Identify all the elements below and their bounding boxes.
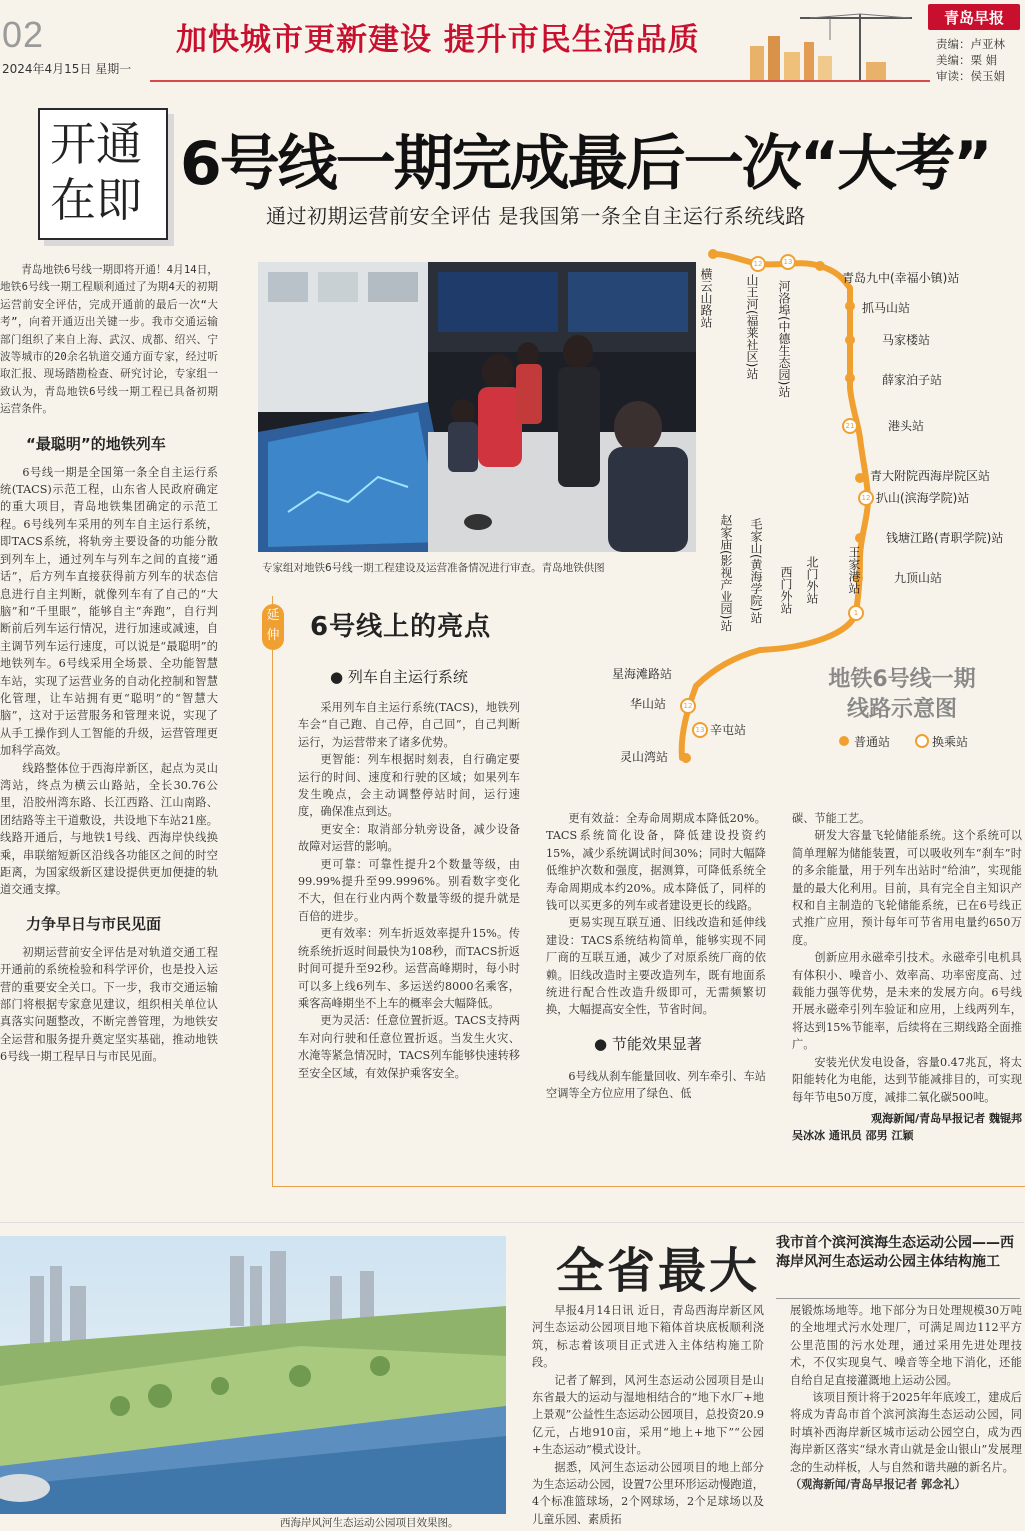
article-body [298,699,520,1082]
bottom-column-2 [790,1302,1022,1493]
body-paragraph: 研发大容量飞轮储能系统。这个系统可以简单理解为储能装置，可以吸收列车“刹车”时的多余能量，用于列车出站时“给油”，实现能量的最大化利用。目前，具有完全自主知识产权和自主制造的飞轮储能系统，已在6号线正式推广应用，预计每年可节省用电量约650万度。 [792,829,1022,947]
body-paragraph: 据悉，风河生态运动公园项目的地上部分为生态运动公园，设置7公里环形运动慢跑道，4个标准篮球场，2个网球场，2个足球场以及儿童乐园、素质拓 [532,1460,764,1526]
map-title: 地铁6号线一期 [828,667,976,692]
legend-transfer-station: 换乘站 [932,735,969,749]
editor-credits [936,36,1005,84]
station-label: 钱塘江路(青职学院)站 [886,531,1004,545]
line-badge: 1 [853,609,859,617]
kicker-line: 在即 [50,173,142,227]
legend-normal-station: 普通站 [854,735,891,749]
bullet-icon: ● [330,668,344,686]
extension-tag: 延伸 [262,604,284,650]
body-paragraph: 碳、节能工艺。 [792,812,871,825]
body-paragraph: 更易实现互联互通、旧线改造和延伸线建设：TACS系统结构简单，能够实现不同厂商的互联互通，减少了对原系统厂商的依赖。旧线改造时主要改造列车，既有地面系统进行配合性改造升级即可，无需频繁切换，大幅提高安全性，节省时间。 [546,916,766,1017]
body-paragraph: 更有效益：全寿命周期成本降低20%。TACS系统简化设备，降低建设投资约15%，减少系统调试时间30%；同时大幅降低维护次数和强度，据测算，可降低系统全寿命周期成本约20%。成本降低了，同样的钱可以买更多的列车或者建设更长的线路。 [546,812,766,913]
line-badge: 12 [753,260,763,268]
line-badge: 21 [845,422,855,430]
article-body [546,1068,766,1103]
masthead-rule [150,80,930,82]
line-badge: 13 [783,258,793,266]
article-body [546,810,766,1019]
body-paragraph: 更智能：列车根据时刻表，自行确定要运行的时间、速度和行驶的区域；如果列车发生晚点，会主动调整停站时间，运行速度，确保准点到达。 [298,753,520,819]
body-paragraph: 记者了解到，风河生态运动公园项目是山东省最大的运动与湿地相结合的“地下水厂+地上景观”公益性生态运动公园项目，总投资20.9亿元，占地910亩，采用“地上+地下”“公园+生态运动”模式设计。 [532,1373,765,1457]
byline-line: 观海新闻/青岛早报记者 魏锟邦 [871,1111,1022,1125]
left-column [0,262,218,1066]
subheading-energy [594,1033,766,1054]
body-paragraph: 更为灵活：任意位置折返。TACS支持两车对向行驶和任意位置折返。当发生火灾、水淹等紧急情况时，TACS列车能够快速转移至安全区域，有效保护乘客安全。 [298,1014,520,1080]
station-label: 华山站 [630,697,667,711]
article-body [790,1302,1022,1493]
page-number: 02 [2,14,45,55]
station-label: 九顶山站 [894,571,943,585]
highlights-column-1 [298,666,520,1082]
section-heading-meet-citizens: 力争早日与市民见面 [26,914,162,933]
image-caption: 西海岸风河生态运动公园项目效果图。 [280,1517,459,1529]
issue-date: 2024年4月15日 星期一 [2,62,132,76]
station-label: 港头站 [888,419,925,433]
crane-illustration [740,6,920,82]
station-label-vertical: 王家港站 [847,546,861,594]
body-paragraph: 早报4月14日讯 近日，青岛西海岸新区风河生态运动公园项目地下箱体首块底板顺利浇筑，标志着该项目正式进入主体结构施工阶段。 [532,1304,764,1370]
lead-text: 青岛地铁6号线一期即将开通！4月14日，地铁6号线一期工程顺利通过了为期4天的初期运营前安全评估，完成开通前的最后一次“大考”，向着开通迈出关键一步。我市交通运输部门组织了来自上海、武汉、成都、绍兴、宁波等城市的20余名轨道交通方面专家，经过听取汇报、现场踏勘检查、研究讨论，专家组一致认为，青岛地铁6号线一期工程已具备初期运营条件。 [0,264,218,416]
station-label: 马家楼站 [882,333,931,347]
kicker-line: 开通 [50,117,142,171]
editor-line: 审读：侯玉娟 [936,69,1005,83]
bottom-column-1 [532,1302,764,1528]
station-label-vertical: 北门外站 [805,556,819,604]
station-label-vertical: 毛家山(黄海学院)站 [749,518,763,624]
article-body [0,944,218,1066]
highlights-column-3 [792,810,1022,1144]
map-title: 线路示意图 [846,697,958,722]
body-paragraph: 初期运营前安全评估是对轨道交通工程开通前的系统检验和科学评价，也是投入运营的重要安全关口。下一步，我市交通运输部门将根据专家意见建议，组织相关单位认真落实问题整改，不断完善管理，为地铁安全运营和服务提升奠定坚实基础，推动地铁6号线一期工程早日与市民见面。 [0,945,218,1064]
station-label-vertical: 横云山路站 [699,268,713,328]
body-paragraph: 安装光伏发电设备，容量0.47兆瓦，将太阳能转化为电能，达到节能减排目的，可实现每年节电50万度，减排二氧化碳500吨。 [792,1055,1022,1104]
byline: （观海新闻/青岛早报记者 郭念礼） [790,1478,966,1492]
body-paragraph: 更有效率：列车折返效率提升15%。传统系统折返时间最快为108秒，而TACS折返时间可提升至92秒。运营高峰期时，每小时可以多上线6列车、多运送约8000名乘客，乘客高峰期坐不上车的概率会大幅降低。 [298,927,520,1010]
editor-line: 责编：卢亚林 [936,37,1005,51]
station-label-vertical: 河洛埠(中德生态园)站 [777,280,791,398]
control-room-photo [258,262,696,552]
section-divider [0,1222,1024,1223]
newspaper-logo: 青岛早报 [928,4,1020,30]
article-body [532,1302,764,1528]
station-label: 薛家泊子站 [882,373,943,387]
line-badge: 12 [861,494,871,502]
station-label: 青大附院西海岸院区站 [870,469,991,483]
station-label: 青岛九中(幸福小镇)站 [842,271,960,285]
station-label: 抓马山站 [862,301,911,315]
body-paragraph: 该项目预计将于2025年年底竣工，建成后将成为青岛市首个滨河滨海生态运动公园，同时填补西海岸新区城市运动公园空白，成为西海岸新区落实“绿水青山就是金山银山”发展理念的生动样板，人与自然和谐共融的新名片。 [790,1391,1022,1474]
body-paragraph: 采用列车自主运行系统(TACS)，地铁列车会“自己跑、自己停，自己回”，自己判断运行，为运营带来了诸多优势。 [298,701,520,749]
bullet-icon: ● [594,1034,608,1053]
highlights-column-2 [546,810,766,1103]
body-paragraph: 线路整体位于西海岸新区，起点为灵山湾站，终点为横云山路站，全长30.76公里，沿胶州湾东路、长江西路、江山南路、团结路等主干道敷设，共设地下车站21座。线路开通后，与地铁1号线、西海岸快线换乘，串联缩短新区沿线各功能区之间的时空距离，为国家级新区建设提供更加便捷的轨道交通支撑。 [0,761,218,897]
article-body [792,810,1022,1106]
station-label-vertical: 赵家庙(影视产业园)站 [719,514,733,632]
section-banner: 加快城市更新建设 提升市民生活品质 [176,22,700,58]
park-rendering-image [0,1236,506,1514]
station-label: 灵山湾站 [620,750,669,764]
main-headline: 6号线一期完成最后一次“大考” [180,129,991,199]
editor-line: 美编：栗 娟 [936,53,998,67]
subheadline-rule [776,1298,1020,1299]
section-heading-smart-train: “最聪明”的地铁列车 [26,434,166,453]
photo-caption: 专家组对地铁6号线一期工程建设及运营准备情况进行审查。青岛地铁供图 [262,562,605,574]
body-paragraph: 更安全：取消部分轨旁设备，减少设备故障对运营的影响。 [298,822,520,854]
station-label: 星海滩路站 [612,667,673,681]
station-label-vertical: 山王河(福莱社区)站 [745,274,759,380]
line-badge: 12 [683,702,693,710]
highlights-title: 6号线上的亮点 [310,612,492,642]
story-subheadline: 我市首个滨河滨海生态运动公园——西海岸风河生态运动公园主体结构施工 [776,1235,1014,1270]
byline-line: 吴冰冰 通讯员 邵男 江颖 [792,1128,914,1142]
story-headline: 全省最大 [556,1243,761,1299]
body-paragraph: 6号线一期是全国第一条全自主运行系统(TACS)示范工程，山东省人民政府确定的重大项目，青岛地铁集团确定的示范工程。6号线列车采用的列车自主运行系统，即TACS系统，将轨旁主要设备的功能分散到列车上，通过列车与列车之间的直接“通话”，后方列车直接获得前方列车的状态信息进行自主判断，就像列车有了自己的“大脑”和“千里眼”，能够自主“奔跑”，自行判断前后列车运行情况，进行加速或减速，自主调节列车运行速度，可以说是“最聪明”的地铁列车。6号线采用全场景、全功能智慧车站，实现了运营业务的自动化控制和智慧化管理，让车站拥有更“聪明”的“智慧大脑”，这对于运营服务和管理来说，实现了从手工操作到人工智能的升级，运营管理更加科学高效。 [0,465,218,758]
station-label-vertical: 西门外站 [779,566,793,614]
body-paragraph: 6号线从刹车能量回收、列车牵引、车站空调等全方位应用了绿色、低 [546,1069,766,1101]
station-label: 辛屯站 [710,723,747,737]
subheading-autonomous [298,666,520,687]
line-badge: 13 [695,726,705,734]
article-body [0,464,218,899]
body-paragraph: 创新应用永磁牵引技术。永磁牵引电机具有体积小、噪音小、效率高、功率密度高、过载能力强等优势，是未来的发展方向。6号线开展永磁牵引列车验证和应用，上线两列车，将达到15%节能率，后续将在三期线路全面推广。 [792,951,1022,1052]
subheading-text: 节能效果显著 [611,1034,702,1053]
station-label: 扒山(滨海学院)站 [876,491,970,505]
body-paragraph: 更可靠：可靠性提升2个数量等级，由99.99%提升至99.9996%。别看数字变化不大，但在行业内两个数量等级的提升就是百倍的进步。 [298,857,520,923]
byline [792,1110,1022,1144]
lead-paragraph [0,262,218,419]
subheading-text: 列车自主运行系统 [347,668,468,686]
body-paragraph: 展锻炼场地等。地下部分为日处理规模30万吨的全地埋式污水处理厂，可满足周边112平方公里范围的污水处理，通过采用先进处理技术，不仅实现臭气、噪音等全地下消化，还能自给自足直接灌溉地上运动公园。 [790,1304,1022,1387]
kicker [50,116,142,228]
sub-headline: 通过初期运营前安全评估 是我国第一条全自主运行系统线路 [266,204,806,228]
